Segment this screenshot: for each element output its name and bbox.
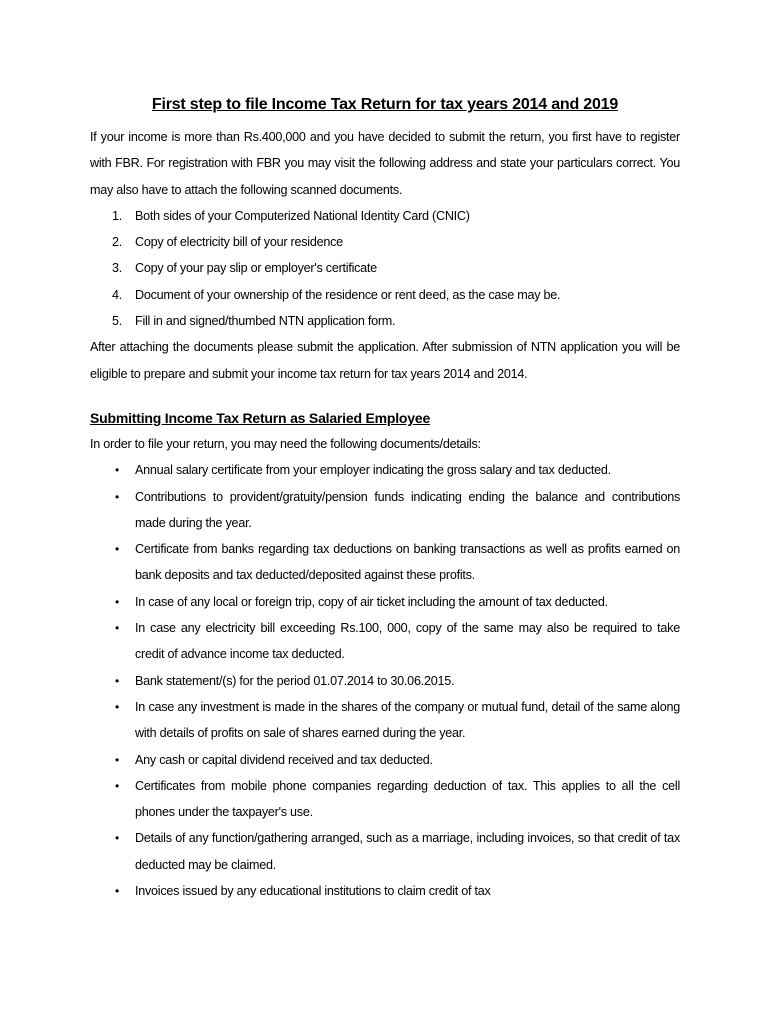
list-item	[90, 308, 680, 334]
bullet-icon: •	[115, 621, 119, 636]
bullet-icon: •	[115, 594, 119, 609]
list-item-text: Copy of your pay slip or employer's certificate	[135, 261, 377, 276]
bullet-item	[90, 668, 680, 694]
bullet-item	[90, 773, 680, 826]
section-intro: In order to file your return, you may need the following documents/details:	[90, 436, 481, 451]
bullet-item-text: In case any electricity bill exceeding Rs.100, 000, copy of the same may also be required to take credit of advance income tax deducted.	[135, 621, 680, 662]
after-attach-paragraph: After attaching the documents please submit the application. After submission of NTN application you will be eligible to prepare and submit your income tax return for tax years 2014 and 2014.	[90, 340, 680, 381]
bullet-icon: •	[115, 778, 119, 793]
bullet-item	[90, 878, 680, 904]
list-item	[90, 203, 680, 229]
bullet-item-text: Bank statement/(s) for the period 01.07.2014 to 30.06.2015.	[135, 673, 455, 688]
bullet-item	[90, 589, 680, 615]
list-number: 2.	[112, 235, 123, 250]
page-title: First step to file Income Tax Return for tax years 2014 and 2019	[151, 96, 619, 113]
bullet-item-text: Certificate from banks regarding tax deductions on banking transactions as well as profits earned on bank deposits and tax deducted/deposited against these profits.	[135, 542, 680, 583]
bullet-item-text: In case of any local or foreign trip, copy of air ticket including the amount of tax deducted.	[135, 594, 608, 609]
bullet-item	[90, 536, 680, 589]
bullet-icon: •	[115, 699, 119, 714]
bullet-item-text: Details of any function/gathering arranged, such as a marriage, including invoices, so that credit of tax deducted may be claimed.	[135, 831, 680, 872]
bullet-icon: •	[115, 463, 119, 478]
bullet-icon: •	[115, 884, 119, 899]
list-item-text: Copy of electricity bill of your residence	[135, 235, 343, 250]
list-item-text: Document of your ownership of the residence or rent deed, as the case may be.	[135, 287, 561, 302]
document-page	[90, 92, 680, 904]
bullet-item-text: Certificates from mobile phone companies regarding deduction of tax. This applies to all the cell phones under the taxpayer's use.	[135, 778, 680, 820]
bullet-item-text: Annual salary certificate from your employer indicating the gross salary and tax deducted.	[135, 463, 611, 478]
list-item-text: Both sides of your Computerized National Identity Card (CNIC)	[135, 208, 470, 223]
salaried-documents-list	[90, 457, 680, 904]
list-item	[90, 255, 680, 281]
bullet-item	[90, 457, 680, 483]
required-documents-list	[90, 203, 680, 334]
intro-paragraph: If your income is more than Rs.400,000 and you have decided to submit the return, you first have to register with FBR. For registration with FBR you may visit the following address and state your particulars correct. You may also have to attach the following scanned documents.	[90, 130, 680, 197]
bullet-icon: •	[115, 542, 119, 557]
list-item	[90, 282, 680, 308]
bullet-icon: •	[115, 673, 119, 688]
section-heading: Submitting Income Tax Return as Salaried Employee	[90, 409, 431, 426]
bullet-icon: •	[115, 752, 119, 767]
bullet-item-text: Invoices issued by any educational institutions to claim credit of tax	[135, 884, 491, 899]
bullet-icon: •	[115, 489, 119, 504]
list-number: 3.	[112, 261, 123, 276]
list-item-text: Fill in and signed/thumbed NTN application form.	[135, 314, 396, 329]
list-number: 5.	[112, 314, 123, 329]
bullet-item-text: Any cash or capital dividend received and tax deducted.	[135, 752, 433, 767]
list-number: 4.	[112, 287, 123, 302]
bullet-item-text: In case any investment is made in the shares of the company or mutual fund, detail of the same along with details of profits on sale of shares earned during the year.	[135, 699, 680, 741]
bullet-item	[90, 484, 680, 537]
bullet-item	[90, 825, 680, 878]
bullet-icon: •	[115, 831, 119, 846]
bullet-item	[90, 615, 680, 668]
bullet-item-text: Contributions to provident/gratuity/pension funds indicating ending the balance and contributions made during the year.	[135, 489, 680, 530]
list-number: 1.	[112, 208, 123, 223]
bullet-item	[90, 694, 680, 747]
list-item	[90, 229, 680, 255]
bullet-item	[90, 747, 680, 773]
